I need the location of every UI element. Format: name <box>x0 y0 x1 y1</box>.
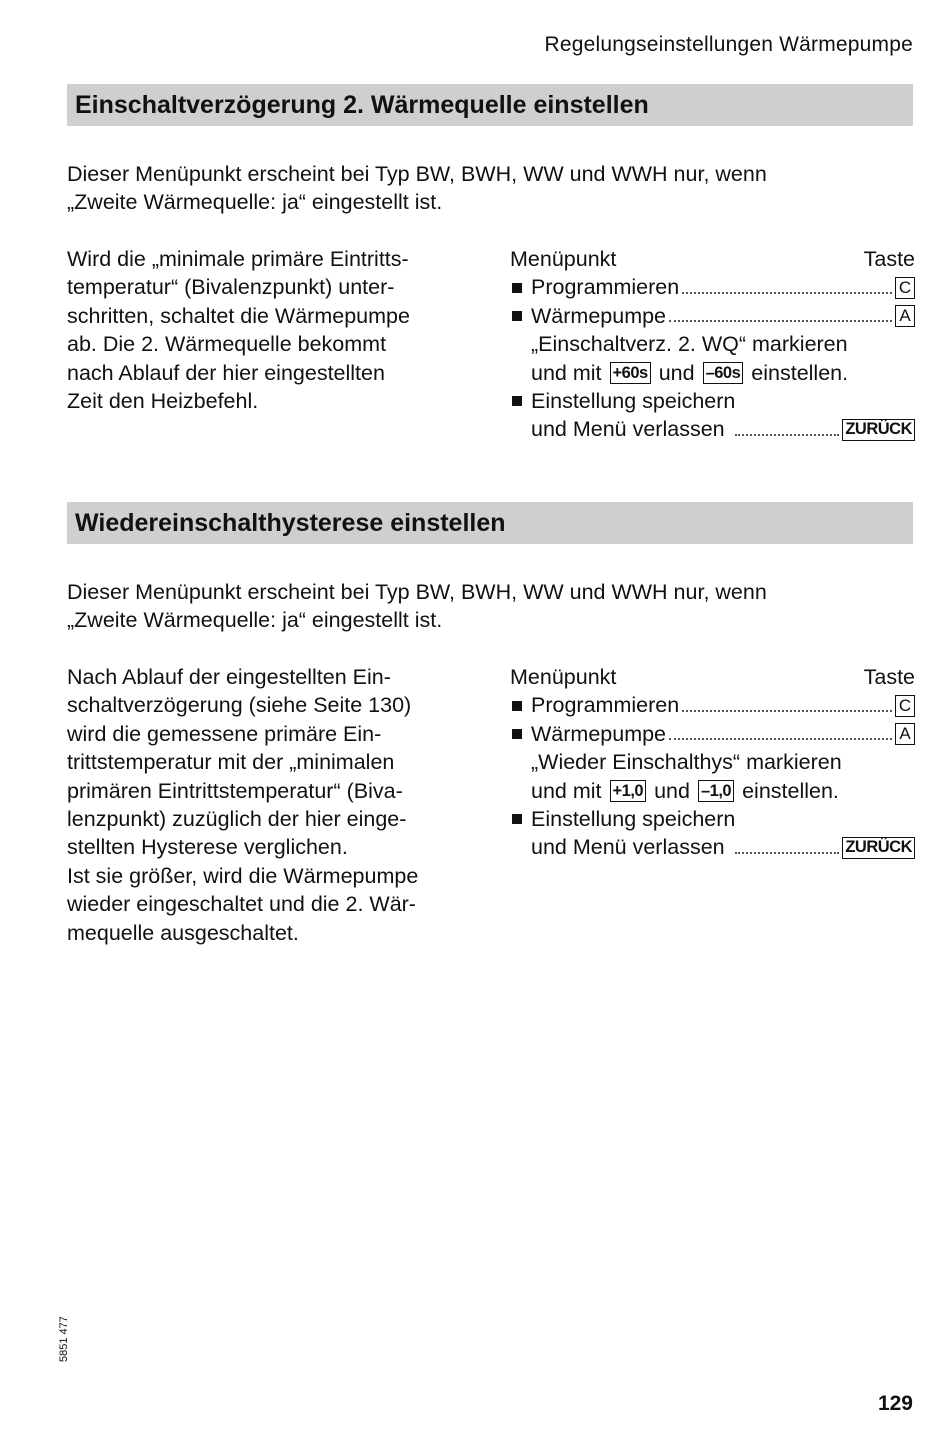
section-intro <box>67 578 917 635</box>
menu-column-label: Menüpunkt <box>510 247 617 271</box>
key-c: C <box>895 695 915 717</box>
section-heading-wiedereinschalthysterese: Wiedereinschalthysterese einstellen <box>67 502 913 544</box>
description-line: trittstemperatur mit der „minimalen <box>67 750 395 775</box>
bullet-icon <box>512 814 522 824</box>
step-programmieren <box>510 273 915 301</box>
key-c: C <box>895 277 915 299</box>
step-label: Einstellung speichern <box>531 388 736 413</box>
dot-leader <box>669 738 892 740</box>
step-list <box>510 663 915 862</box>
description-line: mequelle ausgeschaltet. <box>67 920 299 945</box>
key-plus-1-0: +1,0 <box>610 780 647 802</box>
step-adjust-line <box>510 777 915 805</box>
step-label: Programmieren <box>531 275 680 300</box>
step-label: Wärmepumpe <box>531 721 667 746</box>
step-text: und mit <box>531 360 602 385</box>
step-adjust-line <box>510 359 915 387</box>
step-text: und <box>654 778 690 803</box>
step-waermepumpe <box>510 720 915 748</box>
section-heading-einschaltverzoegerung: Einschaltverzögerung 2. Wärmequelle einstellen <box>67 84 913 126</box>
key-zurueck: ZURÜCK <box>842 837 915 859</box>
intro-line: „Zweite Wärmequelle: ja“ eingestellt ist. <box>67 608 443 633</box>
description-line: ab. Die 2. Wärmequelle bekommt <box>67 332 387 357</box>
dot-leader <box>669 320 892 322</box>
step-text: und mit <box>531 778 602 803</box>
step-speichern <box>510 805 915 833</box>
step-list-header <box>510 663 915 691</box>
bullet-icon <box>512 311 522 321</box>
description-line: primären Eintrittstemperatur“ (Biva- <box>67 778 403 803</box>
document-code: 5851 477 <box>58 1316 70 1362</box>
description-line: Wird die „minimale primäre Eintritts- <box>67 247 409 271</box>
bullet-icon <box>512 283 522 293</box>
description-line: wieder eingeschaltet und die 2. Wär- <box>67 892 416 917</box>
step-list <box>510 245 915 444</box>
description-line: wird die gemessene primäre Ein- <box>67 721 382 746</box>
bullet-icon <box>512 729 522 739</box>
menu-column-label: Menüpunkt <box>510 665 617 689</box>
step-waermepumpe <box>510 302 915 330</box>
description-line: Ist sie größer, wird die Wärmepumpe <box>67 863 419 888</box>
description-line: temperatur“ (Bivalenzpunkt) unter- <box>67 275 395 300</box>
dot-leader <box>682 292 892 294</box>
step-label: und Menü verlassen <box>531 835 725 860</box>
key-minus-60s: –60s <box>703 362 744 384</box>
key-zurueck: ZURÜCK <box>842 419 915 441</box>
intro-line: Dieser Menüpunkt erscheint bei Typ BW, BWH, WW und WWH nur, wenn <box>67 162 767 186</box>
description-line: nach Ablauf der hier eingestellten <box>67 360 385 385</box>
bullet-icon <box>512 701 522 711</box>
key-a: A <box>895 723 915 745</box>
description-line: Zeit den Heizbefehl. <box>67 389 259 414</box>
description-line: Nach Ablauf der eingestellten Ein- <box>67 665 391 689</box>
step-text: und <box>658 360 695 385</box>
step-list-header <box>510 245 915 273</box>
step-label: Programmieren <box>531 693 680 718</box>
key-plus-60s: +60s <box>610 362 651 384</box>
step-speichern <box>510 387 915 415</box>
step-label: Einstellung speichern <box>531 806 736 831</box>
dot-leader <box>682 710 892 712</box>
step-mark-line <box>510 330 915 358</box>
description-line: schaltverzögerung (siehe Seite 130) <box>67 693 412 718</box>
running-header: Regelungseinstellungen Wärmepumpe <box>544 33 913 56</box>
bullet-icon <box>512 396 522 406</box>
page-number: 129 <box>877 1392 913 1415</box>
section-description <box>67 245 487 415</box>
step-text: „Einschaltverz. 2. WQ“ markieren <box>531 332 848 357</box>
section-intro <box>67 160 917 217</box>
description-line: lenzpunkt) zuzüglich der hier einge- <box>67 807 407 832</box>
step-label: und Menü verlassen <box>531 417 725 442</box>
step-programmieren <box>510 691 915 719</box>
description-line: schritten, schaltet die Wärmepumpe <box>67 303 410 328</box>
step-text: „Wieder Einschalthys“ markieren <box>531 750 842 775</box>
dot-leader <box>735 852 840 854</box>
step-verlassen <box>510 415 915 443</box>
section-description <box>67 663 487 947</box>
step-mark-line <box>510 748 915 776</box>
intro-line: „Zweite Wärmequelle: ja“ eingestellt ist. <box>67 190 443 215</box>
dot-leader <box>735 434 840 436</box>
key-column-label: Taste <box>863 665 915 689</box>
intro-line: Dieser Menüpunkt erscheint bei Typ BW, BWH, WW und WWH nur, wenn <box>67 580 767 604</box>
step-text: einstellen. <box>742 778 839 803</box>
key-minus-1-0: –1,0 <box>698 780 734 802</box>
step-text: einstellen. <box>751 360 849 385</box>
key-a: A <box>895 305 915 327</box>
description-line: stellten Hysterese verglichen. <box>67 835 348 860</box>
step-verlassen <box>510 833 915 861</box>
key-column-label: Taste <box>863 247 915 271</box>
step-label: Wärmepumpe <box>531 303 667 328</box>
